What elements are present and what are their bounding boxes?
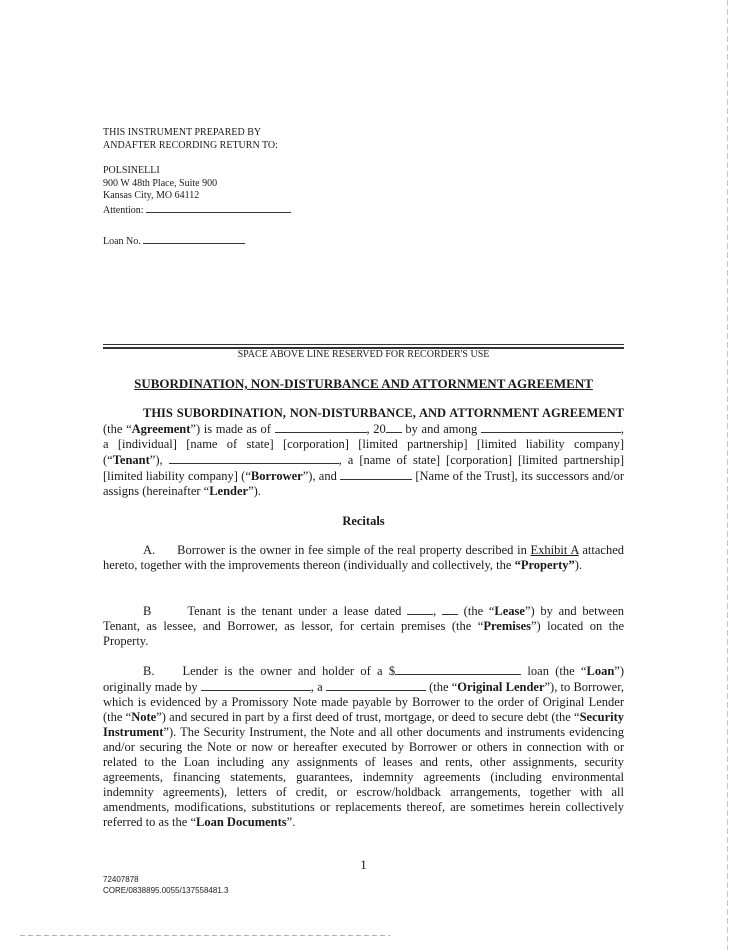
lender-name-blank [340, 468, 412, 480]
original-maker-blank [201, 679, 311, 691]
footer-doc-path: CORE/0838895.0055/137558481.3 [103, 886, 229, 895]
year-blank [386, 421, 402, 433]
recital-b-loan: B. Lender is the owner and holder of a $ loan (the “Loan”) originally made by , a (the “Original Lender”), to Borrower, which is evidenced by a Promissory Note made payable by Borrower to the order of Original Lender (the “Note”) and secured in part by a first deed of trust, mortgage, or deed to secure debt (the “Security Instrument”). The Security Instrument, the Note and all other documents and instruments evidencing and/or securing the Note or now or hereafter executed by Borrower or others in connection with or related to the Loan including any assignments of leases and rents, other assignments, security agreements, financing statements, guarantees, indemnity agreements (including environmental indemnity agreements), letters of credit, or escrow/holdback arrangements, together with all amendments, modifications, substitutions or replacements thereof, are sometimes herein collectively referred to as the “Loan Documents”. [103, 664, 624, 829]
firm-name: POLSINELLI [103, 165, 160, 176]
borrower-name-blank [169, 452, 339, 464]
loan-number-label: Loan No. [103, 236, 141, 247]
footer-doc-id: 72407878 [103, 875, 139, 884]
lease-date-blank [407, 603, 433, 615]
recitals-heading: Recitals [342, 514, 385, 528]
scan-bottom-edge [20, 935, 390, 936]
original-lender-type-blank [326, 679, 426, 691]
tenant-name-blank [481, 421, 621, 433]
recital-b-lease: B Tenant is the tenant under a lease dated , (the “Lease”) by and between Tenant, as lessee, and Borrower, as lessor, for certain premises (the “Premises”) located on the Property. [103, 604, 625, 648]
recorder-rule-thin [103, 344, 624, 345]
page-number: 1 [360, 857, 367, 872]
attention-blank [146, 203, 291, 213]
exhibit-a-reference: Exhibit A [530, 543, 579, 557]
return-address-block [103, 165, 291, 217]
address-line-1: 900 W 48th Place, Suite 900 [103, 177, 218, 189]
intro-paragraph: THIS SUBORDINATION, NON-DISTURBANCE, AND ATTORNMENT AGREEMENT (the “Agreement”) is made as of , 20 by and among , a [individual] [name of state] [corporation] [limited partnership] [limited liability company] (“Tenant”), , a [name of state] [corporation] [limited partnership] [limited liability company] (“Borrower”), and [Name of the Trust], its successors and/or assigns (hereinafter “Lender”). [103, 406, 625, 498]
prepared-by-line: THIS INSTRUMENT PREPARED BY [103, 127, 262, 138]
date-blank [275, 421, 367, 433]
lease-year-blank [442, 603, 458, 615]
scan-edge-line [727, 0, 728, 950]
return-to-line: ANDAFTER RECORDING RETURN TO: [103, 139, 278, 151]
recorder-space-note: SPACE ABOVE LINE RESERVED FOR RECORDER'S USE [237, 349, 490, 360]
address-line-2: Kansas City, MO 64112 [103, 190, 200, 201]
document-footer [103, 874, 228, 896]
agreement-title: SUBORDINATION, NON-DISTURBANCE AND ATTORNMENT AGREEMENT [134, 376, 593, 391]
recital-b-loan-letter: B. [143, 664, 155, 678]
attention-label: Attention: [103, 204, 144, 216]
recital-b-lease-letter: B [143, 604, 152, 618]
loan-number-line [103, 234, 245, 249]
attention-line [103, 203, 291, 218]
prepared-by-block [103, 127, 278, 152]
recital-a: A. Borrower is the owner in fee simple of the real property described in Exhibit A attached hereto, together with the improvements thereon (individually and collectively, the “Property”). [103, 543, 624, 572]
recital-a-letter: A. [143, 543, 156, 557]
intro-title: THIS SUBORDINATION, NON-DISTURBANCE, AND ATTORNMENT AGREEMENT [143, 406, 624, 420]
loan-amount-blank [395, 663, 521, 675]
loan-number-blank [143, 234, 245, 244]
